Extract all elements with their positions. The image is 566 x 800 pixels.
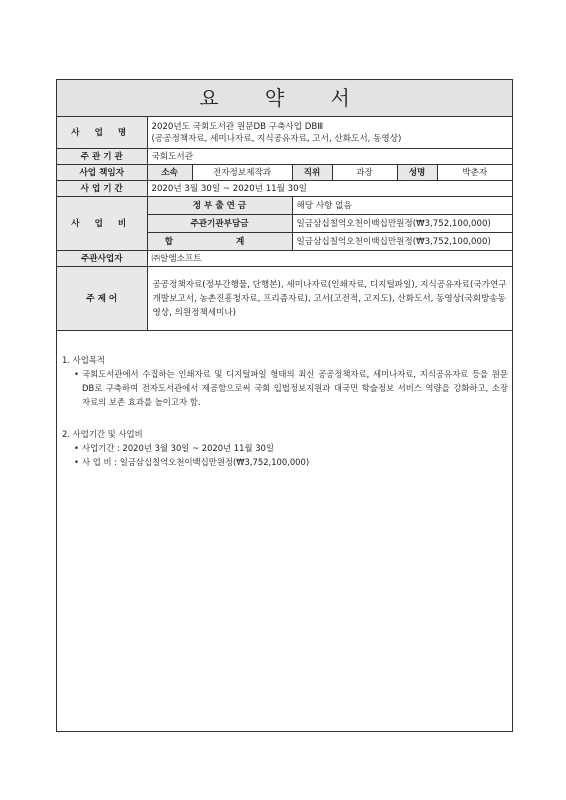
summary-table: [57, 80, 512, 331]
list-item: • 국회도서관에서 수집하는 인쇄자료 및 디지털파일 형태의 최신 공공정책자료, 세미나자료, 지식공유자료 등을 원문DB로 구축하여 전자도서관에서 제공함으로써 국회 입법정보지원과 대국민 학술정보 서비스 역량을 강화하고, 소장 자료의 보존 효과를 높이고자 함.: [74, 367, 508, 409]
position-label: 직위: [292, 165, 332, 181]
budget-agency-label: 주관기관부담금: [147, 215, 292, 233]
budget-agency-value: 일금삼십칠억오천이백십만원정(₩3,752,100,000): [292, 215, 512, 233]
manager-label: 사업 책임자: [57, 165, 147, 181]
project-name-line1: 2020년도 국회도서관 원문DB 구축사업 DBⅢ: [151, 121, 324, 132]
agency-value: 국회도서관: [147, 149, 512, 165]
contractor-label: 주관사업자: [57, 251, 147, 267]
document-frame: [56, 79, 513, 732]
project-name-value: [147, 117, 512, 149]
keywords-value: 공공정책자료(정부간행물, 단행본), 세미나자료(인쇄자료, 디지털파일), 지식공유자료(국가연구개발보고서, 농촌진흥청자료, 프리즘자료), 고서(고전적, 고지도), 산화도서, 동영상(국회방송동영상, 의원정책세미나): [147, 267, 512, 331]
dept-value: 전자정보제작과: [192, 165, 292, 181]
contractor-value: ㈜알엠소프트: [147, 251, 512, 267]
budget-gov-label: 정 부 출 연 금: [147, 197, 292, 215]
section-period-list: [62, 441, 508, 469]
project-name-label: 사 업 명: [57, 117, 147, 149]
dept-label: 소속: [147, 165, 192, 181]
keywords-label: 주 제 어: [57, 267, 147, 331]
period-label: 사 업 기 간: [57, 181, 147, 197]
budget-total-value: 일금삼십칠억오천이백십만원정(₩3,752,100,000): [292, 233, 512, 251]
section-purpose-list: [62, 367, 508, 409]
position-value: 과장: [332, 165, 397, 181]
project-name-line2: (공공정책자료, 세미나자료, 지식공유자료, 고서, 산화도서, 동영상): [151, 133, 402, 144]
section-period-title: 2. 사업기간 및 사업비: [62, 429, 143, 439]
budget-total-label: 합 계: [147, 233, 292, 251]
list-item: • 사업기간 : 2020년 3월 30일 ~ 2020년 11월 30일: [74, 441, 508, 455]
section-purpose-title: 1. 사업목적: [62, 355, 106, 365]
period-value: 2020년 3월 30일 ~ 2020년 11월 30일: [147, 181, 512, 197]
budget-gov-value: 해당 사항 없음: [292, 197, 512, 215]
page-title: 요 약 서: [57, 80, 512, 117]
name-label: 성명: [397, 165, 437, 181]
agency-label: 주 관 기 관: [57, 149, 147, 165]
budget-label: 사 업 비: [57, 197, 147, 251]
summary-content: [62, 353, 508, 469]
list-item: • 사 업 비 : 일금삼십칠억오천이백십만원정(₩3,752,100,000): [74, 455, 508, 469]
name-value: 박춘자: [437, 165, 512, 181]
